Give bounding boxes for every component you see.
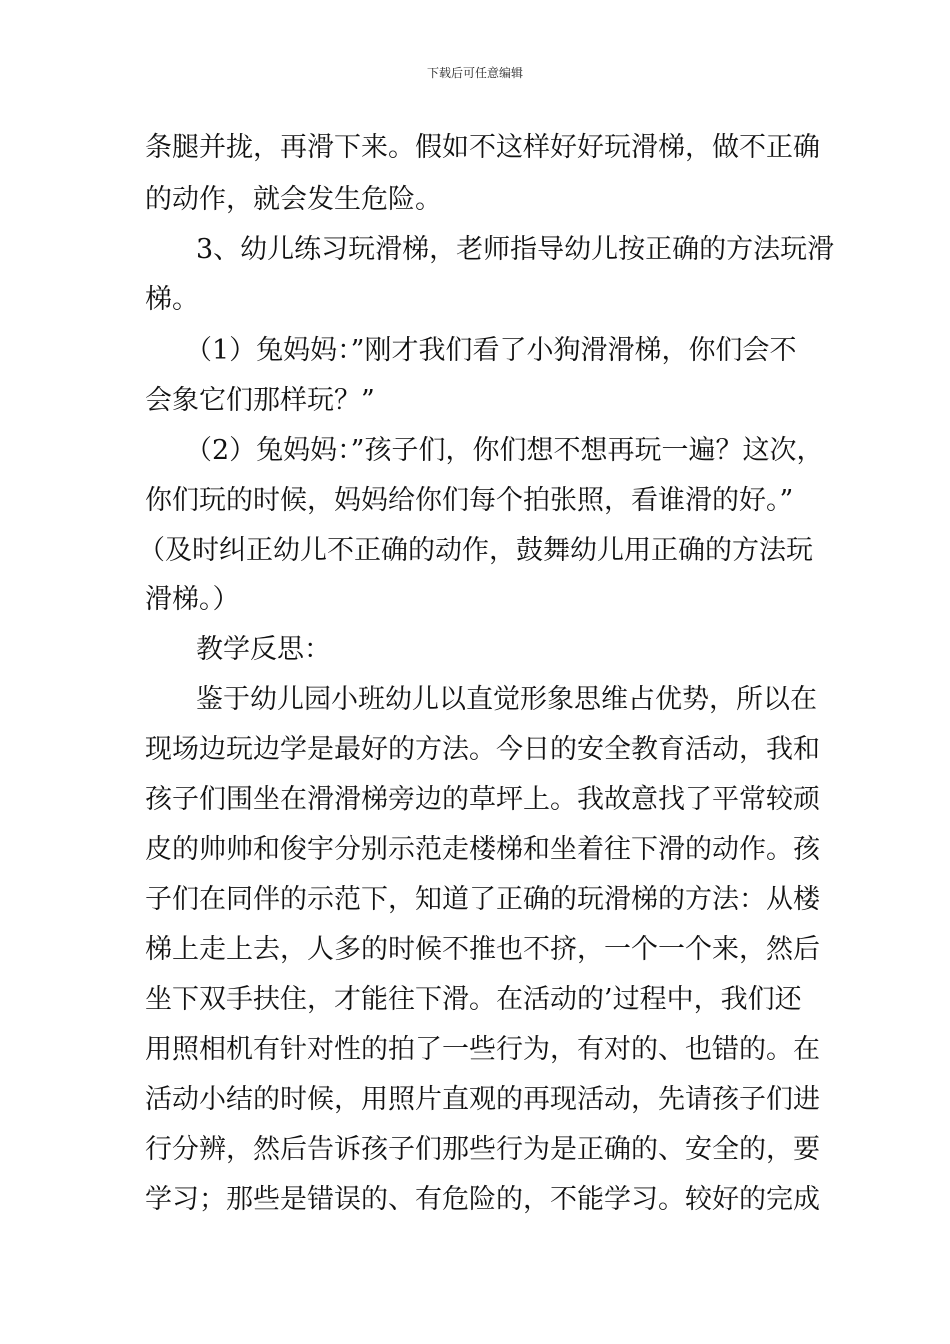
body-line: 鉴于幼儿园小班幼儿以直觉形象思维占优势，所以在 <box>196 684 817 715</box>
body-line: 孩子们围坐在滑滑梯旁边的草坪上。我故意找了平常较顽 <box>145 784 820 815</box>
body-line: （1）兔妈妈：”刚才我们看了小狗滑滑梯，你们会不 <box>185 335 797 366</box>
body-line: 学习；那些是错误的、有危险的，不能学习。较好的完成 <box>145 1184 820 1215</box>
body-line: 子们在同伴的示范下，知道了正确的玩滑梯的方法：从楼 <box>145 884 820 915</box>
body-line: 现场边玩边学是最好的方法。今日的安全教育活动，我和 <box>145 734 820 765</box>
body-line: 的动作，就会发生危险。 <box>145 184 442 215</box>
body-line: 会象它们那样玩？” <box>145 385 375 416</box>
body-line: 皮的帅帅和俊宇分别示范走楼梯和坐着往下滑的动作。孩 <box>145 834 820 865</box>
body-line: 用照相机有针对性的拍了一些行为，有对的、也错的。在 <box>145 1034 820 1065</box>
body-line: 你们玩的时候，妈妈给你们每个拍张照，看谁滑的好。” <box>145 485 794 516</box>
body-line: 滑梯。） <box>145 584 240 615</box>
body-line: （及时纠正幼儿不正确的动作，鼓舞幼儿用正确的方法玩 <box>138 535 813 566</box>
page-header: 下载后可任意编辑 <box>426 66 523 80</box>
body-line: 坐下双手扶住，才能往下滑。在活动的’过程中，我们还 <box>145 984 802 1015</box>
section-heading: 教学反思： <box>196 634 331 665</box>
body-line: 活动小结的时候，用照片直观的再现活动，先请孩子们进 <box>145 1084 820 1115</box>
body-line: 梯上走上去，人多的时候不推也不挤，一个一个来，然后 <box>145 934 820 965</box>
body-line: 梯。 <box>145 284 199 315</box>
body-line: 3、幼儿练习玩滑梯，老师指导幼儿按正确的方法玩滑 <box>196 234 835 265</box>
body-line: 行分辨，然后告诉孩子们那些行为是正确的、安全的，要 <box>145 1134 820 1165</box>
body-line: （2）兔妈妈：”孩子们，你们想不想再玩一遍？这次， <box>185 435 824 466</box>
body-line: 条腿并拢，再滑下来。假如不这样好好玩滑梯，做不正确 <box>145 132 820 163</box>
